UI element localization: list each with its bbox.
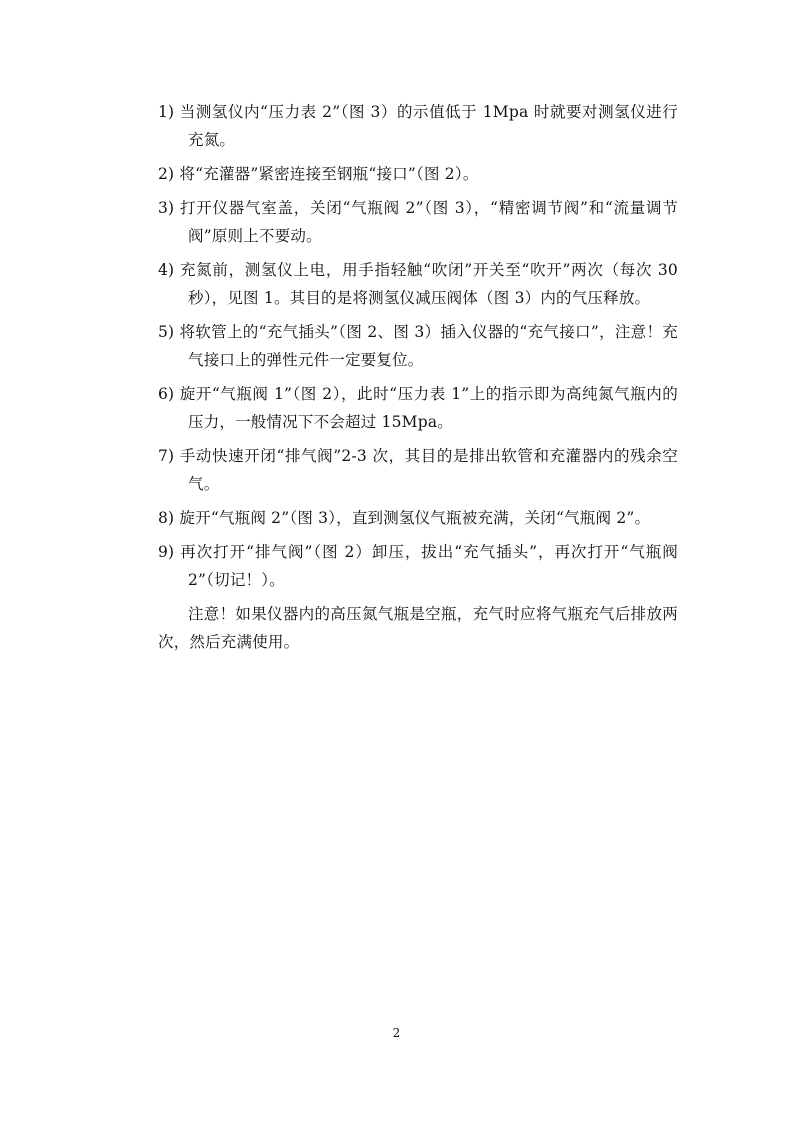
- step-9: 9) 再次打开“排气阀”（图 2）卸压，拔出“充气插头”，再次打开“气瓶阀 2”（切记！）。: [158, 543, 678, 589]
- step-4: 4) 充氮前，测氢仪上电，用手指轻触“吹闭”开关至“吹开”两次（每次 30 秒），见图 1。其目的是将测氢仪减压阀体（图 3）内的气压释放。: [158, 261, 678, 307]
- step-8: 8) 旋开“气瓶阀 2”（图 3），直到测氢仪气瓶被充满，关闭“气瓶阀 2”。: [158, 509, 651, 527]
- step-3: 3) 打开仪器气室盖，关闭“气瓶阀 2”（图 3），“精密调节阀”和“流量调节阀”原则上不要动。: [158, 199, 678, 245]
- warning-note: 注意！如果仪器内的高压氮气瓶是空瓶，充气时应将气瓶充气后排放两次，然后充满使用。: [158, 605, 678, 651]
- step-1: 1) 当测氢仪内“压力表 2”（图 3）的示值低于 1Mpa 时就要对测氢仪进行充氮。: [158, 103, 678, 149]
- instruction-body: [158, 98, 678, 656]
- step-7: 7) 手动快速开闭“排气阀”2-3 次，其目的是排出软管和充灌器内的残余空气。: [158, 447, 678, 493]
- page-number: 2: [392, 1026, 401, 1040]
- step-6: 6) 旋开“气瓶阀 1”（图 2），此时“压力表 1”上的指示即为高纯氮气瓶内的压力，一般情况下不会超过 15Mpa。: [158, 385, 678, 431]
- step-2: 2) 将“充灌器”紧密连接至钢瓶“接口”（图 2）。: [158, 165, 479, 183]
- step-5: 5) 将软管上的“充气插头”（图 2、图 3）插入仪器的“充气接口”，注意！充气接口上的弹性元件一定要复位。: [158, 323, 678, 369]
